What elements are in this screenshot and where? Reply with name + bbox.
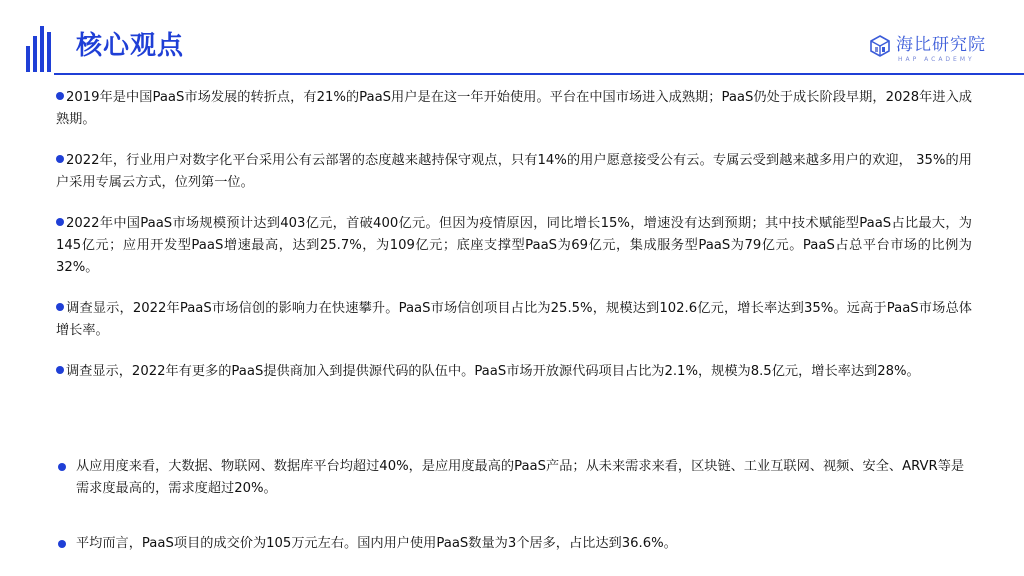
page-title: 核心观点 <box>76 31 185 61</box>
decor-bar <box>33 36 37 72</box>
list-item <box>56 533 972 555</box>
logo-text: 海比研究院 <box>896 35 986 55</box>
logo-subtext: HAP ACADEMY <box>898 56 975 63</box>
slide-header <box>0 0 1024 76</box>
list-item-text: 平均而言，PaaS项目的成交价为105万元左右。国内用户使用PaaS数量为3个居多，占比达到36.6%。 <box>76 536 677 551</box>
paragraph-text: 2019年是中国PaaS市场发展的转折点，有21%的PaaS用户是在这一年开始使用。平台在中国市场进入成熟期；PaaS仍处于成长阶段早期，2028年进入成熟期。 <box>56 90 972 127</box>
bullet-dot-icon <box>56 92 64 100</box>
list-item <box>56 456 972 500</box>
key-point-paragraph <box>56 150 972 194</box>
bullet-item <box>56 456 972 500</box>
key-points <box>56 87 972 402</box>
key-point-paragraph <box>56 361 972 383</box>
title-bars-decoration <box>26 26 52 72</box>
bullet-dot-icon <box>58 463 66 471</box>
title-underline <box>54 73 1024 75</box>
bullet-dot-icon <box>56 155 64 163</box>
key-point-paragraph <box>56 298 972 342</box>
logo-cube-icon <box>868 34 892 58</box>
bullet-item <box>56 533 972 555</box>
decor-bar <box>26 46 30 72</box>
decor-bar <box>40 26 44 72</box>
list-item-text: 从应用度来看，大数据、物联网、数据库平台均超过40%，是应用度最高的PaaS产品；从未来需求来看，区块链、工业互联网、视频、安全、ARVR等是需求度最高的，需求度超过20%。 <box>76 459 965 496</box>
paragraph-text: 调查显示，2022年PaaS市场信创的影响力在快速攀升。PaaS市场信创项目占比为25.5%，规模达到102.6亿元，增长率达到35%。远高于PaaS市场总体增长率。 <box>56 301 972 338</box>
logo <box>868 34 998 68</box>
paragraph-text: 调查显示，2022年有更多的PaaS提供商加入到提供源代码的队伍中。PaaS市场开放源代码项目占比为2.1%，规模为8.5亿元，增长率达到28%。 <box>66 364 920 379</box>
bullet-dot-icon <box>56 366 64 374</box>
bullet-dot-icon <box>56 303 64 311</box>
paragraph-text: 2022年中国PaaS市场规模预计达到403亿元，首破400亿元。但因为疫情原因，同比增长15%，增速没有达到预期；其中技术赋能型PaaS占比最大，为145亿元；应用开发型PaaS增速最高，达到25.7%，为109亿元；底座支撑型PaaS为69亿元，集成服务型PaaS为79亿元。PaaS占总平台市场的比例为32%。 <box>56 216 972 275</box>
key-point-paragraph <box>56 213 972 279</box>
decor-bar <box>47 32 51 72</box>
paragraph-text: 2022年，行业用户对数字化平台采用公有云部署的态度越来越持保守观点，只有14%的用户愿意接受公有云。专属云受到越来越多用户的欢迎， 35%的用户采用专属云方式，位列第一位。 <box>56 153 972 190</box>
key-point-paragraph <box>56 87 972 131</box>
bullet-dot-icon <box>56 218 64 226</box>
bullet-dot-icon <box>58 540 66 548</box>
